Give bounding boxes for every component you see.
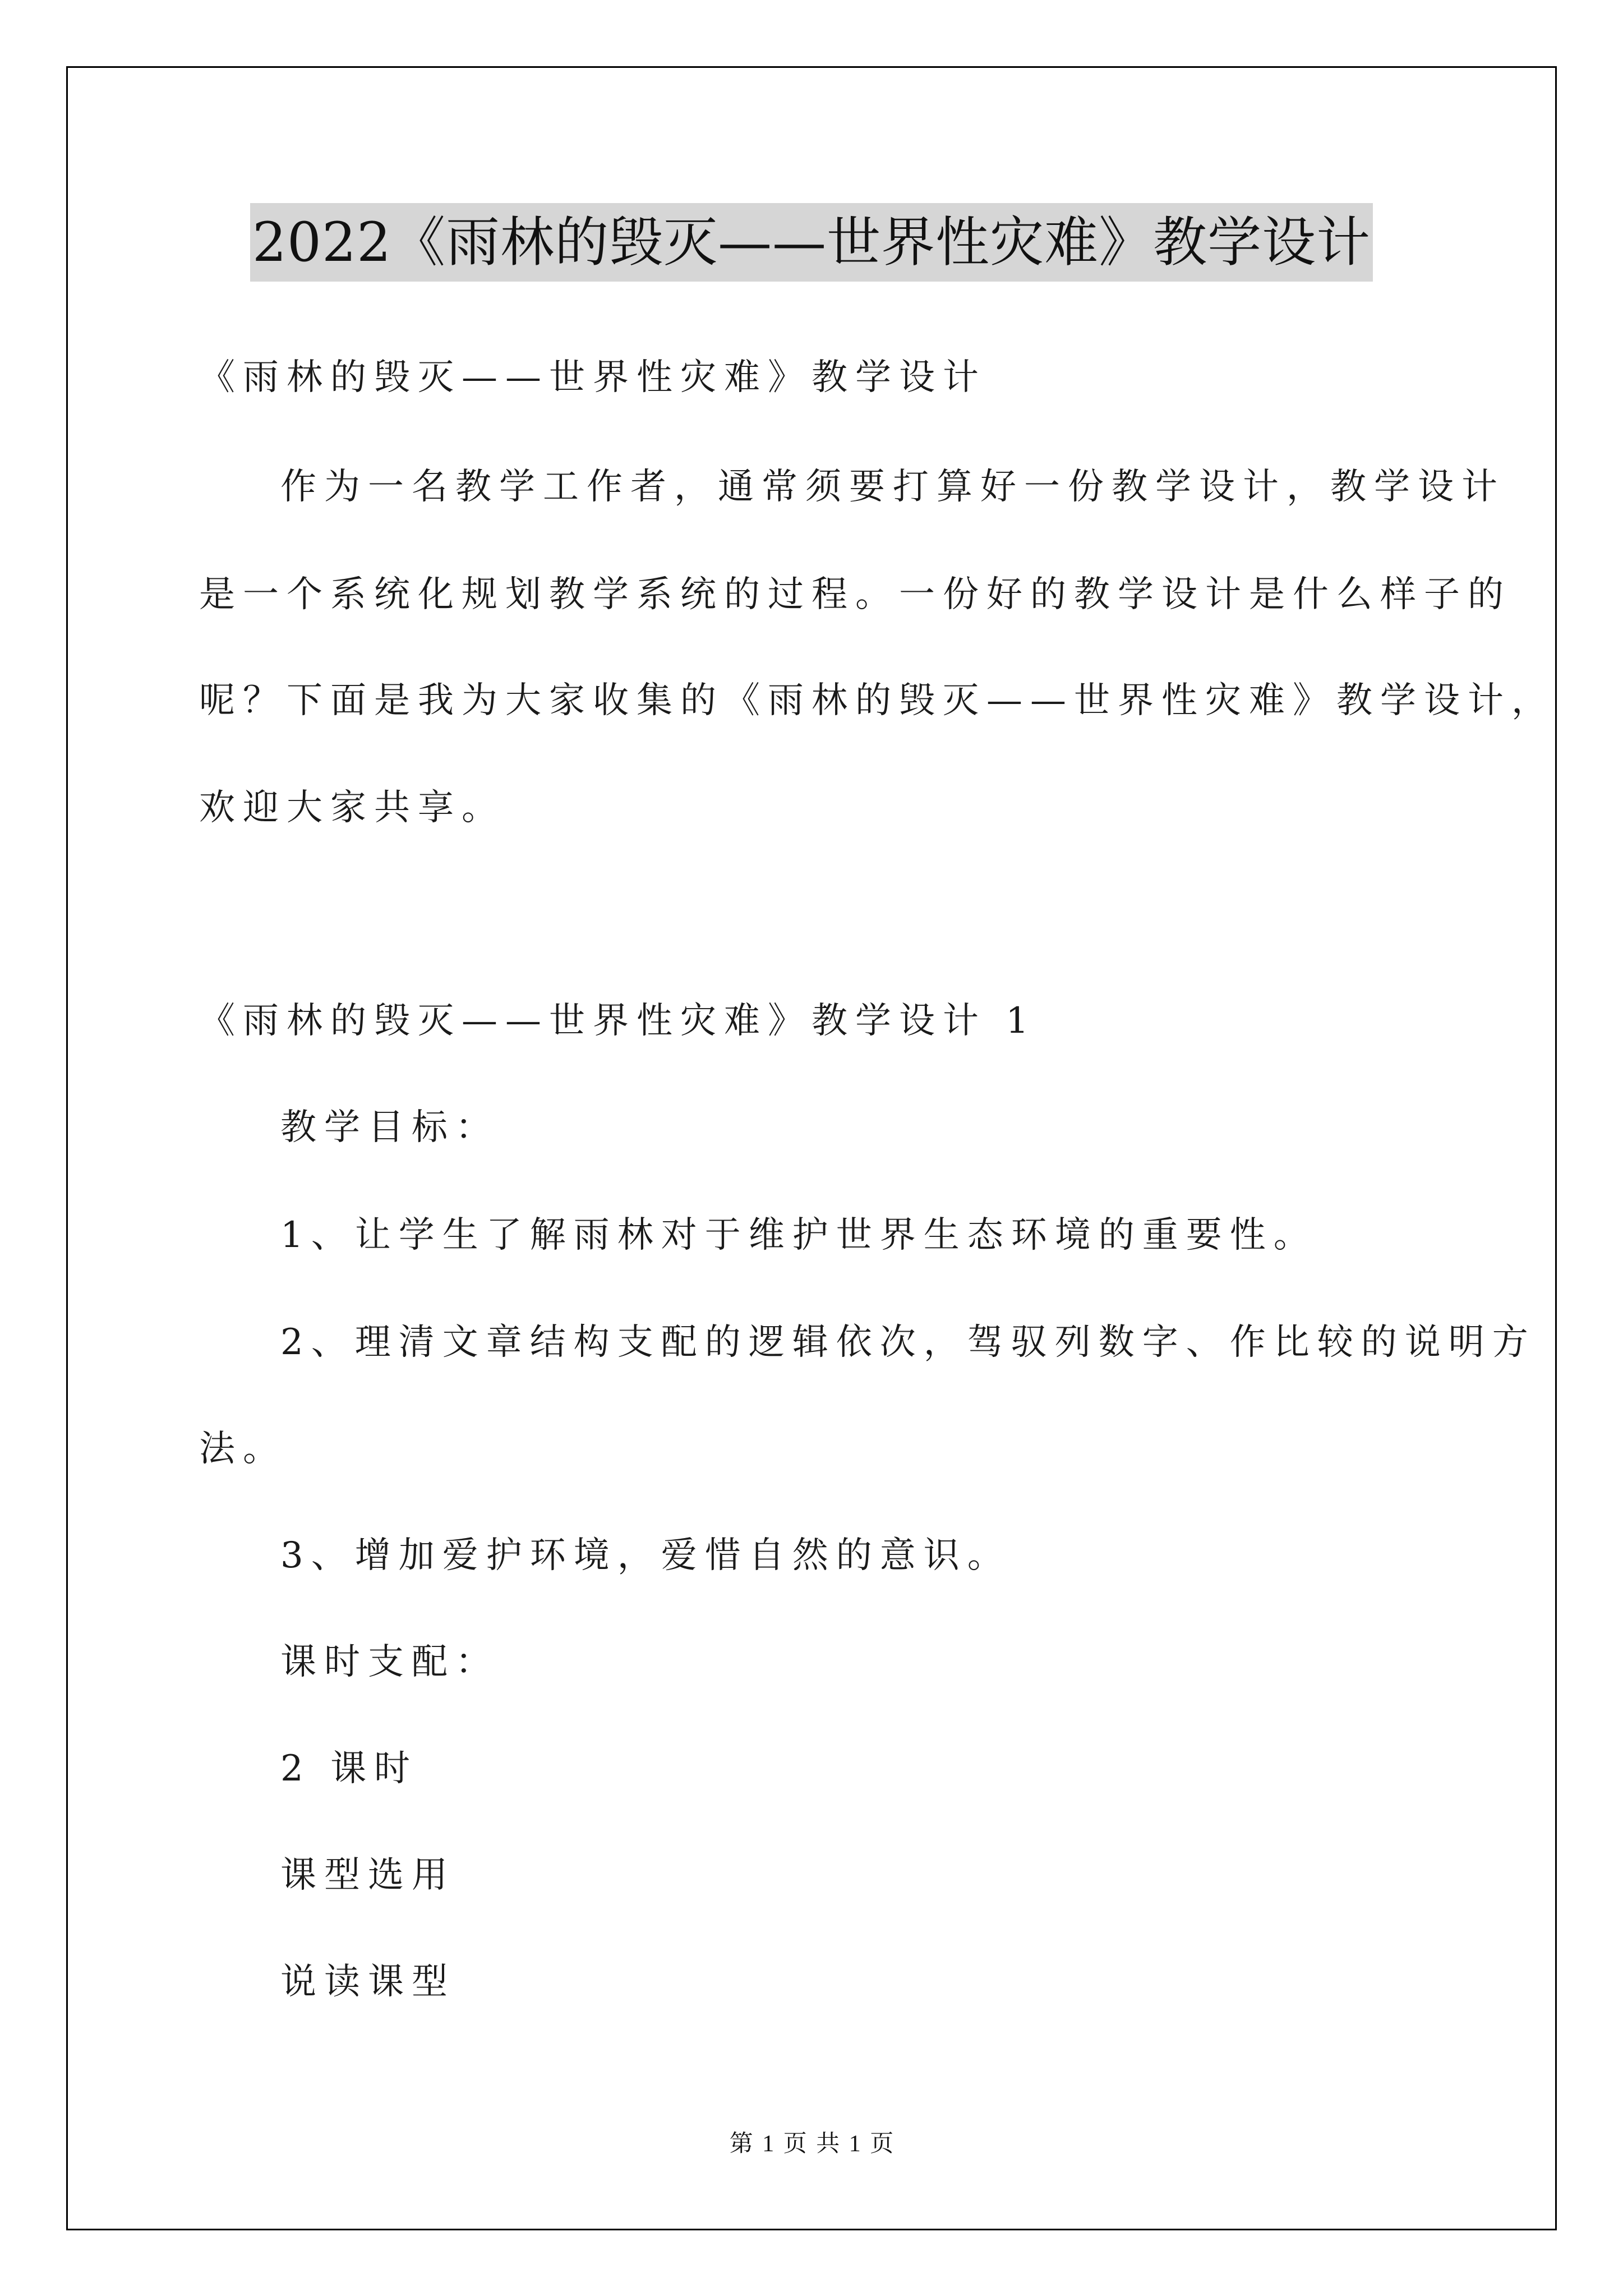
- paragraph-line: 作为一名教学工作者，通常须要打算好一份教学设计，教学设计: [280, 466, 1505, 508]
- paragraph-line: 是一个系统化规划教学系统的过程。一份好的教学设计是什么样子的: [199, 574, 1511, 615]
- section-heading: 《雨林的毁灭——世界性灾难》教学设计 1: [199, 1000, 1037, 1042]
- objective-item: 2、理清文章结构支配的逻辑依次，驾驭列数字、作比较的说明方: [280, 1322, 1536, 1363]
- subtitle-line: 《雨林的毁灭——世界性灾难》教学设计: [199, 357, 986, 398]
- objectives-label: 教学目标：: [280, 1107, 499, 1148]
- objective-item: 1、让学生了解雨林对于维护世界生态环境的重要性。: [280, 1214, 1317, 1256]
- schedule-value: 2 课时: [280, 1748, 418, 1789]
- paragraph-line: 呢？下面是我为大家收集的《雨林的毁灭——世界性灾难》教学设计，: [199, 680, 1555, 721]
- document-title: 2022《雨林的毁灭——世界性灾难》教学设计: [250, 203, 1373, 282]
- schedule-label: 课时支配：: [280, 1641, 499, 1683]
- lesson-type-label: 课型选用: [280, 1855, 455, 1896]
- objective-item: 3、增加爱护环境，爱惜自然的意识。: [280, 1535, 1011, 1576]
- title-container: [0, 203, 1623, 282]
- lesson-type-value: 说读课型: [280, 1961, 455, 2003]
- paragraph-line: 欢迎大家共享。: [199, 787, 505, 829]
- page-footer: 第 1 页 共 1 页: [729, 2131, 894, 2157]
- objective-item-continued: 法。: [199, 1428, 287, 1470]
